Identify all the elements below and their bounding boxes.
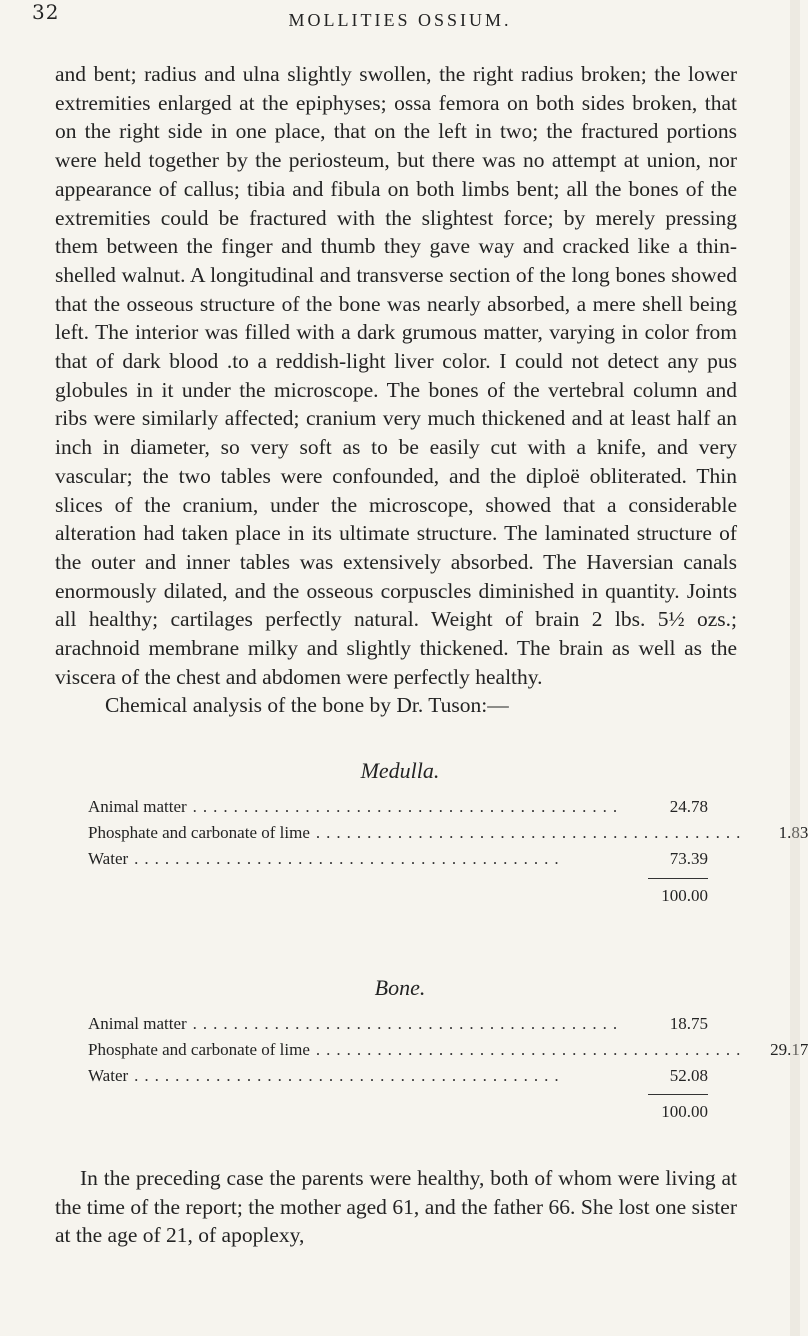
row-value: 52.08 [669,1066,708,1085]
row-label: Water [88,1066,129,1085]
table-row [88,1014,708,1034]
row-value: 29.17 [770,1040,808,1059]
page-number: 32 [32,0,60,24]
row-value: 18.75 [669,1014,708,1033]
leader-dots: .......................................... [192,797,624,816]
row-label: Phosphate and carbonate of lime [88,823,310,842]
table-row [88,1040,808,1060]
table-row [88,823,808,843]
page-edge-shadow [790,0,800,1336]
row-value: 24.78 [669,797,708,816]
medulla-table-title: Medulla. [360,758,440,783]
row-value: 73.39 [669,849,708,868]
row-label: Water [88,849,129,868]
bone-table-title: Bone. [374,975,426,1000]
row-label: Phosphate and carbonate of lime [88,1040,310,1059]
leader-dots: .......................................... [315,1040,747,1059]
table-total: 100.00 [661,1102,708,1121]
body-paragraph: In the preceding case the parents were healthy, both of whom were living at the time of the report; the mother aged 61, and the father 66. She lost one sister at the age of 21, of apoplexy, [55,1166,737,1248]
leader-dots: .......................................... [134,849,565,868]
table-total: 100.00 [661,886,708,905]
sum-rule [648,1094,708,1095]
analysis-intro: Chemical analysis of the bone by Dr. Tuson:— [105,693,509,718]
table-row [88,849,708,869]
leader-dots: .......................................... [315,823,747,842]
row-label: Animal matter [88,1014,187,1033]
row-label: Animal matter [88,797,187,816]
row-value: 1.83 [778,823,808,842]
table-row [88,797,708,817]
body-paragraph [55,60,737,720]
leader-dots: .......................................... [134,1066,565,1085]
table-row [88,1066,708,1086]
leader-dots: .......................................... [192,1014,624,1033]
running-head: MOLLITIES OSSIUM. [288,10,512,30]
paragraph-text: and bent; radius and ulna slightly swollen, the right radius broken; the lower extremities enlarged at the epiphyses; ossa femora on both sides broken, that on the right side in one place, that on the left in two; the fractured portions were held together by the periosteum, but there was no attempt at union, nor appearance of callus; tibia and fibula on both limbs bent; all the bones of the extremities could be fractured with the slightest force; by merely pressing them between the finger and thumb they gave way and cracked like a thin-shelled walnut. A longitudinal and transverse section of the long bones showed that the osseous structure of the bone was nearly absorbed, a mere shell being left. The interior was filled with a dark grumous matter, varying in color from that of dark blood .to a reddish-light liver color. I could not detect any pus globules in it under the microscope. The bones of the vertebral column and ribs were similarly affected; cranium very much thickened and at least half an inch in diameter, so very soft as to be easily cut with a knife, and very vascular; the two tables were confounded, and the diploë obliterated. Thin slices of the cranium, under the microscope, showed that a considerable alteration had taken place in its ultimate structure. The laminated structure of the outer and inner tables was extensively absorbed. The Haversian canals enormously dilated, and the osseous corpuscles diminished in quantity. Joints all healthy; cartilages perfectly natural. Weight of brain 2 lbs. 5½ ozs.; arachnoid membrane milky and slightly thickened. The brain as well as the viscera of the chest and abdomen were perfectly healthy. [55,62,737,689]
sum-rule [648,878,708,879]
